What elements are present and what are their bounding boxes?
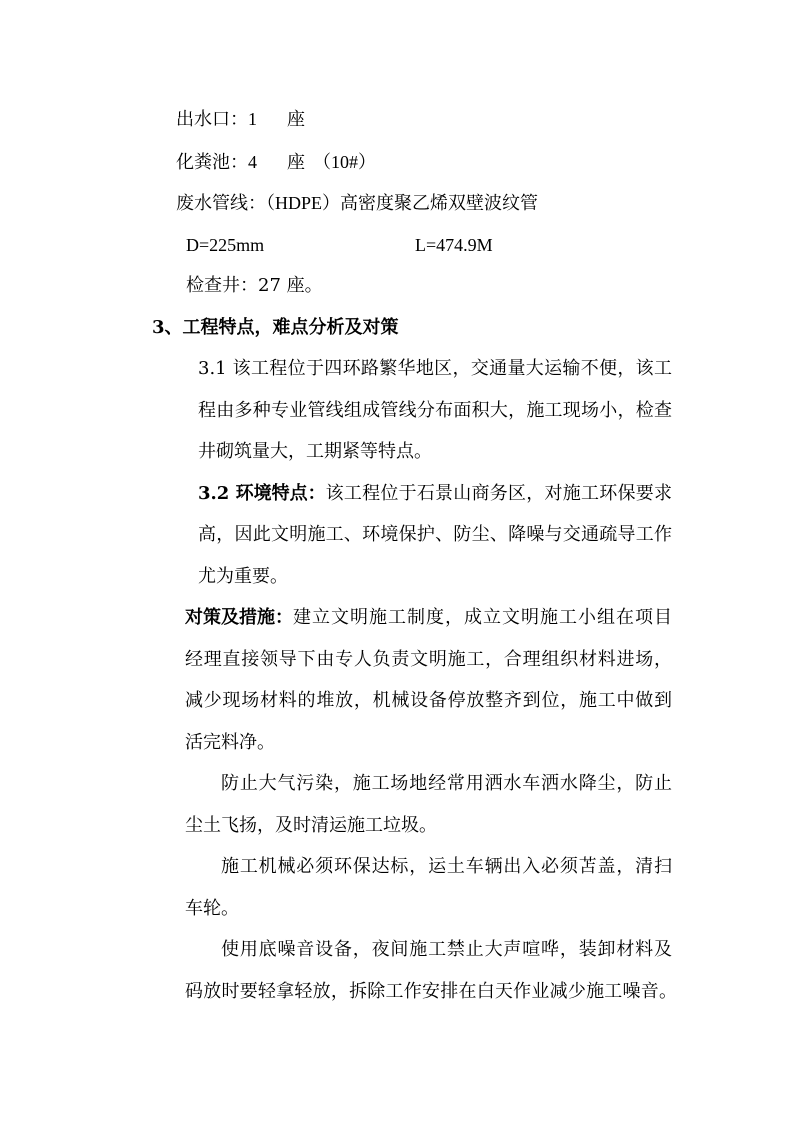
septic-unit: 座 xyxy=(287,152,305,173)
p32-line-2: 高，因此文明施工、环境保护、防尘、降噪与交通疏导工作 xyxy=(198,524,672,545)
measures-line-1 xyxy=(185,606,672,630)
pipe-material: （HDPE） xyxy=(266,193,341,213)
pipe-line xyxy=(176,191,538,215)
machinery-line-1: 施工机械必须环保达标，运土车辆出入必须苫盖，清扫 xyxy=(221,856,672,877)
p32-line-1 xyxy=(198,482,672,506)
measures-line-3: 减少现场材料的堆放，机械设备停放整齐到位，施工中做到 xyxy=(185,690,672,711)
p31-line-1: 3.1 该工程位于四环路繁华地区，交通量大运输不便，该工 xyxy=(198,358,672,379)
outlet-unit: 座 xyxy=(287,109,305,130)
outlet-count: 1 xyxy=(248,109,257,129)
p31-line-3: 井砌筑量大，工期紧等特点。 xyxy=(198,441,432,462)
pipe-length: L=474.9M xyxy=(415,235,493,255)
inspection-well-line: 检查井：27 座。 xyxy=(186,275,323,296)
pipe-label: 废水管线： xyxy=(176,193,266,214)
machinery-line-2: 车轮。 xyxy=(185,898,239,919)
p32-line-3: 尤为重要。 xyxy=(198,566,288,587)
septic-count: 4 xyxy=(248,152,257,172)
pipe-description: 高密度聚乙烯双壁波纹管 xyxy=(340,193,539,214)
outlet-label: 出水口： xyxy=(176,109,248,130)
septic-note: （10#） xyxy=(313,152,376,172)
p32-line-1-text: 该工程位于石景山商务区，对施工环保要求 xyxy=(325,483,672,504)
noise-line-1: 使用底噪音设备，夜间施工禁止大声喧哗，装卸材料及 xyxy=(221,939,672,960)
measures-title: 对策及措施： xyxy=(185,607,293,628)
dust-line-2: 尘土飞扬，及时清运施工垃圾。 xyxy=(185,815,437,836)
septic-line xyxy=(176,150,376,174)
pipe-diameter: D=225mm xyxy=(186,235,265,255)
p32-title: 3.2 环境特点： xyxy=(198,483,326,504)
section-3-heading: 3、工程特点，难点分析及对策 xyxy=(152,317,399,338)
dust-line-1: 防止大气污染，施工场地经常用洒水车洒水降尘，防止 xyxy=(221,773,672,794)
noise-line-2: 码放时要轻拿轻放，拆除工作安排在白天作业减少施工噪音。 xyxy=(185,981,677,1002)
measures-line-2: 经理直接领导下由专人负责文明施工，合理组织材料进场， xyxy=(185,649,672,670)
measures-line-1-text: 建立文明施工制度，成立文明施工小组在项目 xyxy=(293,607,672,628)
outlet-line xyxy=(176,107,305,131)
septic-label: 化粪池： xyxy=(176,152,248,173)
p31-line-2: 程由多种专业管线组成管线分布面积大，施工现场小，检查 xyxy=(198,400,672,421)
measures-line-4: 活完料净。 xyxy=(185,732,275,753)
